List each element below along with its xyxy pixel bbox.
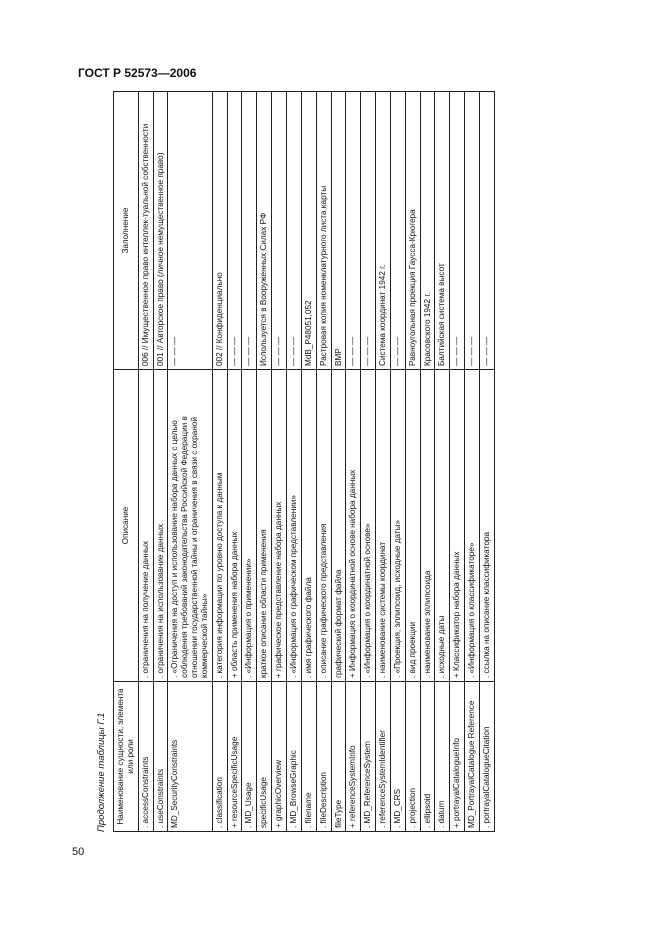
entity-cell: + graphicOverview <box>272 682 287 832</box>
description-cell: . «Проекция, эллипсоид, исходные даты» <box>390 370 405 682</box>
table-row <box>331 92 346 832</box>
table-row <box>212 92 227 832</box>
value-cell: — — — <box>346 92 361 370</box>
description-cell: . категория информации по уровню доступа к данным <box>212 370 227 682</box>
value-cell: — — — <box>227 92 242 370</box>
value-cell: Растровая копия номенклатурного листа карты <box>316 92 331 370</box>
value-cell: Красовского 1942 г. <box>420 92 435 370</box>
description-cell: . наименование эллипсоида <box>420 370 435 682</box>
value-cell: — — — <box>450 92 465 370</box>
value-cell: — — — <box>361 92 376 370</box>
value-cell: Равноугольная проекция Гаусса-Крюгера <box>405 92 420 370</box>
entity-cell: . useConstraints <box>153 682 168 832</box>
table-row <box>242 92 257 832</box>
value-cell: — — — <box>168 92 212 370</box>
value-cell: Балтийская система высот <box>435 92 450 370</box>
entity-cell: specificUsage <box>257 682 272 832</box>
description-cell: + Классификатор набора данных <box>450 370 465 682</box>
description-cell: . «Ограничения на доступ и использование набора данных с целью соблюдения требований законодательства Российской Федерации в отношении государственной тайны и ограничения в связи с охраной коммерческой тайны» <box>168 370 212 682</box>
table-row <box>138 92 153 832</box>
description-cell: . «Информация о применении» <box>242 370 257 682</box>
value-cell: 006 // Имущественное право интеллек-туальной собственности <box>138 92 153 370</box>
value-cell: — — — <box>242 92 257 370</box>
table-row <box>272 92 287 832</box>
entity-cell: . MD_Usage <box>242 682 257 832</box>
page-number: 50 <box>72 846 85 858</box>
table-row <box>286 92 301 832</box>
table-row <box>316 92 331 832</box>
entity-cell: + resourceSpecificUsage <box>227 682 242 832</box>
value-cell: Используется в Вооруженных Силах РФ <box>257 92 272 370</box>
table-row <box>376 92 391 832</box>
entity-cell: . MD_ReferenceSystem <box>361 682 376 832</box>
table-row <box>435 92 450 832</box>
table-row <box>450 92 465 832</box>
description-cell: . имя графического файла <box>301 370 316 682</box>
table-row <box>168 92 212 832</box>
entity-cell: . MD_BrowseGraphic <box>286 682 301 832</box>
description-cell: . наименование системы координат <box>376 370 391 682</box>
value-cell: 001 // Авторское право (личное немущественное право) <box>153 92 168 370</box>
table-header-row <box>114 92 139 832</box>
entity-cell: . accessConstraints <box>138 682 153 832</box>
table-row <box>420 92 435 832</box>
table-row <box>479 92 494 832</box>
column-header-description: Описание <box>114 370 139 682</box>
description-cell: + графическое представление набора данных <box>272 370 287 682</box>
standard-header: ГОСТ Р 52573—2006 <box>78 66 197 80</box>
value-cell: BMP <box>331 92 346 370</box>
description-cell: . ограничения на получение данных <box>138 370 153 682</box>
table-row <box>257 92 272 832</box>
entity-cell: . filename <box>301 682 316 832</box>
rotated-table-block <box>96 92 611 832</box>
table-row <box>390 92 405 832</box>
table-row <box>465 92 480 832</box>
entity-cell: fileType <box>331 682 346 832</box>
table-caption: Продолжение таблицы Г.1 <box>96 712 107 832</box>
column-header-entity: Наименование сущности, элемента или роли <box>114 682 139 832</box>
value-cell: — — — <box>286 92 301 370</box>
description-cell: . исходные даты <box>435 370 450 682</box>
entity-cell: + portrayalCatalogueInfo <box>450 682 465 832</box>
description-cell: . «Информация о координатной основе» <box>361 370 376 682</box>
value-cell: MdB_P48051,052 <box>301 92 316 370</box>
description-cell: + область применения набора данных <box>227 370 242 682</box>
table-row <box>361 92 376 832</box>
table-row <box>301 92 316 832</box>
entity-cell: . ellipsoid <box>420 682 435 832</box>
entity-cell: . classification <box>212 682 227 832</box>
description-cell: графический формат файла <box>331 370 346 682</box>
entity-cell: . fileDescription <box>316 682 331 832</box>
description-cell: . «Информация о графическом представлении» <box>286 370 301 682</box>
value-cell: — — — <box>465 92 480 370</box>
description-cell: . описание графического представления <box>316 370 331 682</box>
description-cell: . вид проекции <box>405 370 420 682</box>
description-cell: . ограничения на использование данных <box>153 370 168 682</box>
description-cell: + Информация о координатной основе набора данных <box>346 370 361 682</box>
entity-cell: . datum <box>435 682 450 832</box>
value-cell: 002 // Конфиденциально <box>212 92 227 370</box>
value-cell: — — — <box>479 92 494 370</box>
description-cell: . «Информация о классификаторе» <box>465 370 480 682</box>
entity-cell: . MD_CRS <box>390 682 405 832</box>
entity-table <box>113 91 495 832</box>
entity-cell: . referenceSystemIdentifier <box>376 682 391 832</box>
entity-cell: . portrayalCatalogueCitation <box>479 682 494 832</box>
description-cell: . ссылка на описание классификатора <box>479 370 494 682</box>
value-cell: — — — <box>390 92 405 370</box>
value-cell: — — — <box>272 92 287 370</box>
table-row <box>153 92 168 832</box>
entity-cell: + referenceSystemInfo <box>346 682 361 832</box>
entity-cell: MD_SecurityConstraints <box>168 682 212 832</box>
table-row <box>227 92 242 832</box>
description-cell: краткое описание области применения <box>257 370 272 682</box>
entity-cell: . projection <box>405 682 420 832</box>
column-header-value: Заполнение <box>114 92 139 370</box>
entity-cell: MD_PortrayalCatalogue Reference <box>465 682 480 832</box>
value-cell: Система координат 1942 г. <box>376 92 391 370</box>
table-row <box>346 92 361 832</box>
table-row <box>405 92 420 832</box>
